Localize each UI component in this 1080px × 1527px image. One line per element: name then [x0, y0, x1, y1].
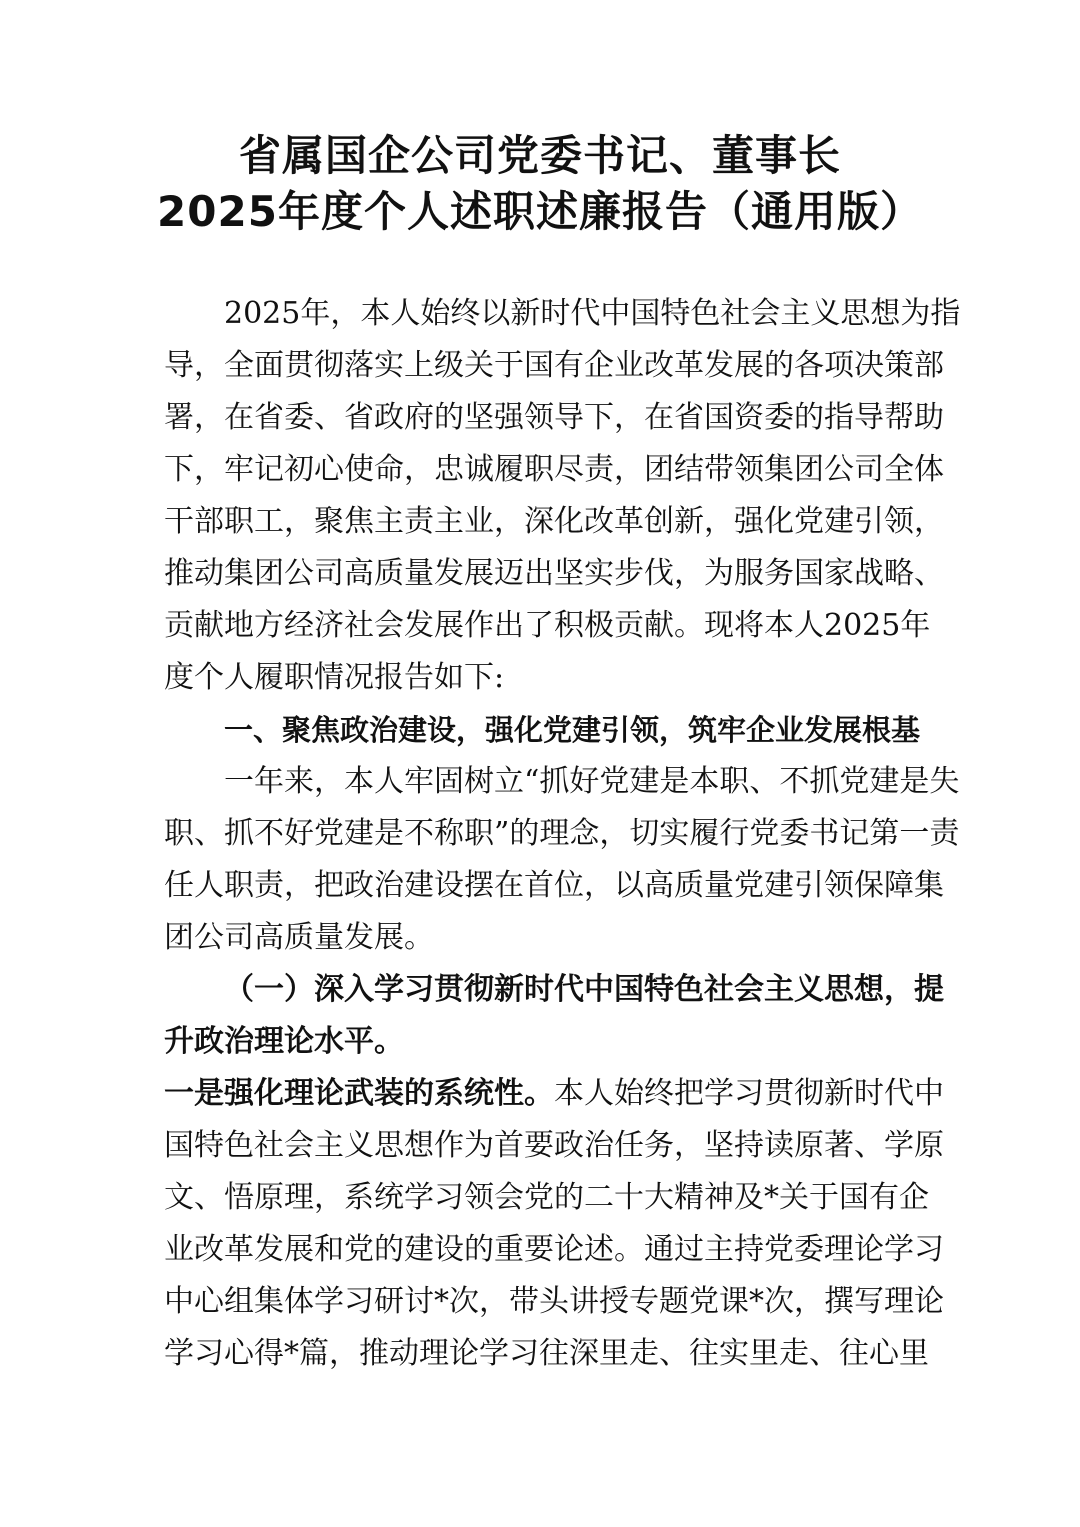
- point-1-lead: 一是强化理论武装的系统性。: [164, 1076, 554, 1111]
- point-1-line: 国特色社会主义思想作为首要政治任务，坚持读原著、学原: [164, 1128, 944, 1163]
- point-1-line: 业改革发展和党的建设的重要论述。通过主持党委理论学习: [164, 1232, 944, 1267]
- point-1-line: 文、悟原理，系统学习领会党的二十大精神及*关于国有企: [164, 1180, 929, 1215]
- section-1-line: 任人职责，把政治建设摆在首位，以高质量党建引领保障集: [164, 868, 944, 903]
- intro-line: 推动集团公司高质量发展迈出坚实步伐，为服务国家战略、: [164, 556, 944, 591]
- section-1-heading: 一、聚焦政治建设，强化党建引领，筑牢企业发展根基: [224, 713, 921, 747]
- report-title-line-2: 2025年度个人述职述廉报告（通用版）: [157, 187, 923, 236]
- point-1-text: 本人始终把学习贯彻新时代中: [554, 1076, 944, 1111]
- point-1-line: 中心组集体学习研讨*次，带头讲授专题党课*次，撰写理论: [164, 1284, 944, 1319]
- section-1-line: 团公司高质量发展。: [164, 920, 434, 955]
- intro-line: 贡献地方经济社会发展作出了积极贡献。现将本人2025年: [164, 608, 931, 643]
- report-body: [164, 288, 961, 1380]
- intro-line: 2025年，本人始终以新时代中国特色社会主义思想为指: [224, 296, 961, 331]
- intro-line: 下，牢记初心使命，忠诚履职尽责，团结带领集团公司全体: [164, 452, 944, 487]
- intro-line: 度个人履职情况报告如下:: [164, 660, 505, 695]
- intro-line: 干部职工，聚焦主责主业，深化改革创新，强化党建引领，: [164, 504, 944, 539]
- point-1-first-line: [164, 1068, 944, 1120]
- section-1-line: 一年来，本人牢固树立“抓好党建是本职、不抓党建是失: [224, 764, 960, 799]
- section-1-line: 职、抓不好党建是不称职”的理念，切实履行党委书记第一责: [164, 816, 960, 851]
- intro-line: 导，全面贯彻落实上级关于国有企业改革发展的各项决策部: [164, 348, 944, 383]
- point-1-line: 学习心得*篇，推动理论学习往深里走、往实里走、往心里: [164, 1336, 929, 1371]
- subsection-1-heading: （一）深入学习贯彻新时代中国特色社会主义思想，提: [224, 972, 944, 1007]
- intro-line: 署，在省委、省政府的坚强领导下，在省国资委的指导帮助: [164, 400, 944, 435]
- report-title-line-1: 省属国企公司党委书记、董事长: [238, 131, 841, 180]
- subsection-1-heading: 升政治理论水平。: [164, 1024, 404, 1059]
